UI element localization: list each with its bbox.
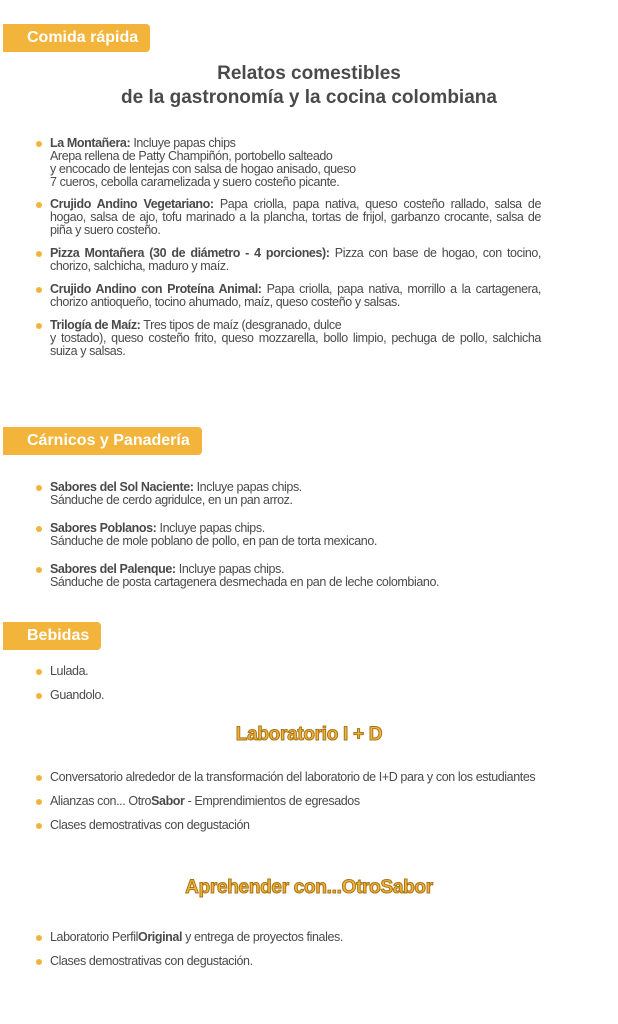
list-item [36, 931, 541, 944]
item-name: La Montañera: [50, 136, 131, 150]
bullet-icon [36, 823, 42, 829]
list-item [36, 283, 541, 309]
item-text: Laboratorio Perfil [50, 930, 138, 944]
item-name: Sabores del Palenque: [50, 562, 176, 576]
list-item [36, 665, 541, 678]
page-title [0, 62, 618, 110]
list-item [36, 319, 541, 358]
item-text: - Emprendimientos de egresados [184, 794, 360, 808]
list-item [36, 771, 541, 784]
item-text: Incluye papas chips. [159, 521, 265, 535]
page-title-line-1: Relatos comestibles [217, 63, 401, 84]
item-text: Incluye papas chips. [178, 562, 285, 576]
section-tag-carnicos: Cárnicos y Panadería [3, 427, 202, 455]
item-text: Clases demostrativas con degustación. [50, 954, 253, 968]
list-item [36, 198, 541, 237]
aprehender-list [36, 931, 541, 968]
bebidas-list [36, 665, 541, 702]
bullet-icon [36, 959, 42, 965]
item-name: Sabores del Sol Naciente: [50, 480, 194, 494]
bullet-icon [36, 287, 42, 293]
page-title-line-2: de la gastronomía y la cocina colombiana [121, 87, 497, 108]
item-name: Sabores Poblanos: [50, 521, 157, 535]
list-item [36, 481, 541, 507]
list-item [36, 795, 541, 808]
comida-rapida-list [36, 137, 541, 358]
item-text: Clases demostrativas con degustación [50, 818, 250, 832]
list-item [36, 955, 541, 968]
item-text: Pizza con base de hogao, con tocino, chorizo, salchicha, maduro y maíz. [50, 246, 541, 273]
item-text: Lulada. [50, 664, 89, 678]
item-text: Incluye papas chips [133, 136, 236, 150]
bullet-icon [36, 693, 42, 699]
carnicos-list [36, 481, 541, 589]
item-text: 7 cueros, cebolla caramelizada y suero costeño picante. [50, 175, 340, 189]
bullet-icon [36, 775, 42, 781]
item-text: y tostado), queso costeño frito, queso mozzarella, bollo limpio, pechuga de pollo, salchicha suiza y salsas. [50, 331, 541, 358]
bullet-icon [36, 526, 42, 532]
item-text: Papa criolla, papa nativa, morrillo a la cartagenera, chorizo antioqueño, tocino ahumado, maíz, queso costeño y salsas. [50, 282, 542, 309]
bullet-icon [36, 567, 42, 573]
bullet-icon [36, 935, 42, 941]
section-title-laboratorio: Laboratorio I + D [235, 724, 383, 745]
item-text: y entrega de proyectos finales. [182, 930, 343, 944]
list-item [36, 563, 541, 589]
section-tag-bebidas: Bebidas [3, 622, 101, 650]
list-item [36, 137, 541, 189]
item-name: Trilogía de Maíz: [50, 318, 141, 332]
item-text: Sánduche de mole poblano de pollo, en pan de torta mexicano. [50, 534, 377, 548]
item-name: Sabor [151, 794, 185, 808]
bullet-icon [36, 141, 42, 147]
item-text: Papa criolla, papa nativa, queso costeño rallado, salsa de hogao, salsa de ajo, tofu marinado a la plancha, tortas de frijol, garbanzo crocante, salsa de piña y suero costeño. [50, 197, 541, 237]
section-title-aprehender: Aprehender con...OtroSabor [185, 877, 433, 898]
laboratorio-list [36, 771, 541, 832]
item-name: Crujido Andino Vegetariano: [50, 197, 214, 211]
list-item [36, 819, 541, 832]
item-name: Pizza Montañera (30 de diámetro - 4 porciones): [50, 246, 330, 260]
bullet-icon [36, 485, 42, 491]
list-item [36, 247, 541, 273]
bullet-icon [36, 323, 42, 329]
item-name: Original [138, 930, 183, 944]
item-text: Guandolo. [50, 688, 105, 702]
item-text: Sánduche de posta cartagenera desmechada en pan de leche colombiano. [50, 575, 440, 589]
item-name: Crujido Andino con Proteína Animal: [50, 282, 262, 296]
item-text: Sánduche de cerdo agridulce, en un pan arroz. [50, 493, 293, 507]
list-item [36, 689, 541, 702]
bullet-icon [36, 799, 42, 805]
item-text: Conversatorio alrededor de la transformación del laboratorio de I+D para y con los estudiantes [50, 770, 536, 784]
list-item [36, 522, 541, 548]
item-text: Alianzas con... Otro [50, 794, 152, 808]
item-text: Tres tipos de maíz (desgranado, dulce [143, 318, 342, 332]
item-text: Incluye papas chips. [196, 480, 302, 494]
item-text: y encocado de lentejas con salsa de hogao anisado, queso [50, 162, 356, 176]
item-text: Arepa rellena de Patty Champiñón, portobello salteado [50, 149, 333, 163]
bullet-icon [36, 202, 42, 208]
bullet-icon [36, 669, 42, 675]
bullet-icon [36, 251, 42, 257]
section-tag-comida-rapida: Comida rápida [3, 24, 150, 52]
